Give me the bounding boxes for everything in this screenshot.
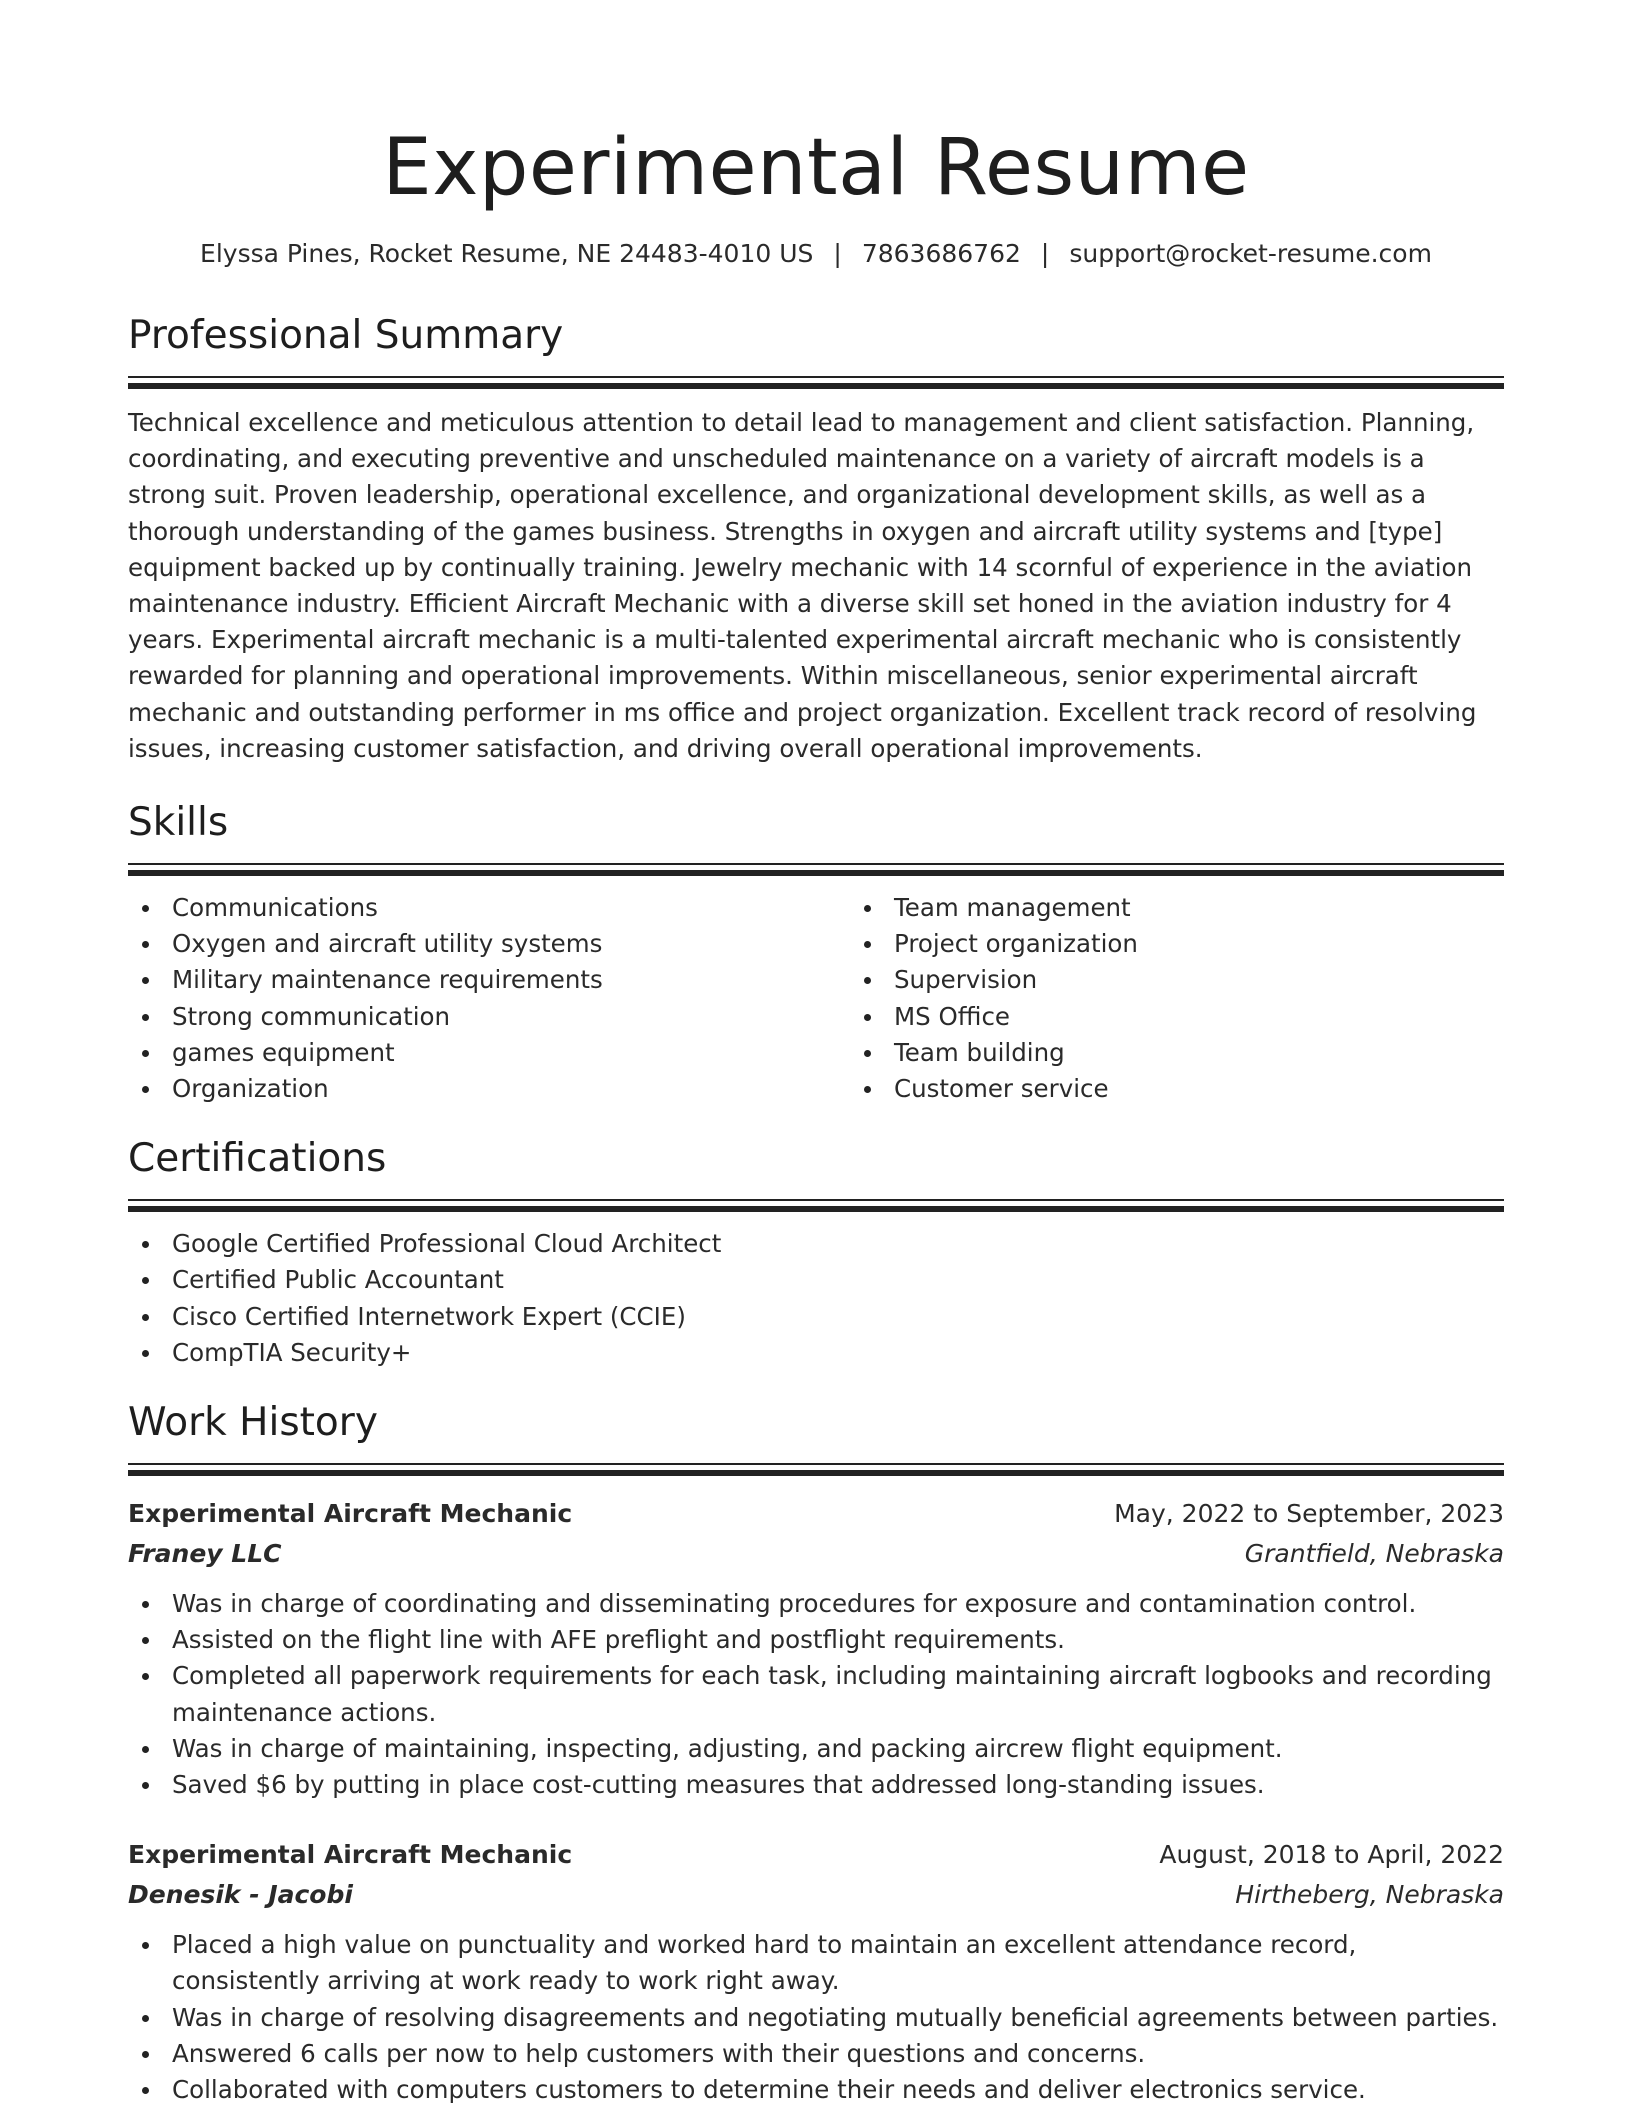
skill-item: Supervision — [894, 962, 1572, 998]
job-duty-item: Completed all paperwork requirements for each task, including maintaining aircraft logbooks and recording maintenance actions. — [172, 1658, 1504, 1730]
job-location: Hirtheberg, Nebraska — [1235, 1880, 1504, 1910]
skill-item: Project organization — [894, 926, 1572, 962]
skill-item: games equipment — [172, 1035, 850, 1071]
contact-separator: | — [1040, 239, 1050, 268]
certification-item: Cisco Certified Internetwork Expert (CCIE) — [172, 1299, 1504, 1335]
job-duty-item: Was in charge of maintaining, inspecting, adjusting, and packing aircrew flight equipment. — [172, 1731, 1504, 1767]
job-duty-item: Answered 6 calls per now to help customers with their questions and concerns. — [172, 2036, 1504, 2072]
skills-list-left — [128, 890, 850, 1107]
certification-item: CompTIA Security+ — [172, 1335, 1504, 1371]
job-title: Experimental Aircraft Mechanic — [128, 1499, 573, 1529]
skill-item: Organization — [172, 1071, 850, 1107]
section-divider — [128, 1463, 1504, 1476]
job-company-row — [128, 1875, 1504, 1915]
job-duty-item: Placed a high value on punctuality and worked hard to maintain an excellent attendance record, consistently arriving at work ready to work right away. — [172, 1927, 1504, 1999]
skills-section — [128, 797, 1504, 1107]
summary-text: Technical excellence and meticulous attention to detail lead to management and client satisfaction. Planning, coordinating, and executing preventive and unscheduled maintenance on a variety of aircraft models is a strong suit. Proven leadership, operational excellence, and organizational development skills, as well as a thorough understanding of the games business. Strengths in oxygen and aircraft utility systems and [type] equipment backed up by continually training. Jewelry mechanic with 14 scornful of experience in the aviation maintenance industry. Efficient Aircraft Mechanic with a diverse skill set honed in the aviation industry for 4 years. Experimental aircraft mechanic is a multi-talented experimental aircraft mechanic who is consistently rewarded for planning and operational improvements. Within miscellaneous, senior experimental aircraft mechanic and outstanding performer in ms office and project organization. Excellent track record of resolving issues, increasing customer satisfaction, and driving overall operational improvements. — [128, 408, 1477, 763]
job-company: Franey LLC — [128, 1539, 282, 1569]
section-divider — [128, 1199, 1504, 1212]
contact-phone: 7863686762 — [861, 239, 1021, 268]
job-dates: May, 2022 to September, 2023 — [1114, 1499, 1504, 1529]
job-location: Grantfield, Nebraska — [1244, 1539, 1504, 1569]
skill-item: MS Office — [894, 999, 1572, 1035]
skill-item: Strong communication — [172, 999, 850, 1035]
summary-section — [128, 310, 1504, 767]
job-duty-item: Was in charge of resolving disagreements and negotiating mutually beneficial agreements between parties. — [172, 2000, 1504, 2036]
section-divider — [128, 376, 1504, 389]
skill-item: Communications — [172, 890, 850, 926]
job-dates: August, 2018 to April, 2022 — [1159, 1840, 1504, 1870]
contact-email: support@rocket-resume.com — [1069, 239, 1432, 268]
section-divider — [128, 863, 1504, 876]
summary-heading: Professional Summary — [128, 313, 564, 358]
job-entry — [128, 1494, 1504, 1803]
resume-title: Experimental Resume — [382, 123, 1250, 213]
job-duty-item: Saved $6 by putting in place cost-cutting measures that addressed long-standing issues. — [172, 1767, 1504, 1803]
job-header-row — [128, 1835, 1504, 1875]
job-entry — [128, 1835, 1504, 2108]
certification-item: Google Certified Professional Cloud Architect — [172, 1226, 1504, 1262]
certifications-section — [128, 1133, 1504, 1371]
skill-item: Oxygen and aircraft utility systems — [172, 926, 850, 962]
job-company-row — [128, 1534, 1504, 1574]
job-duty-item: Was in charge of coordinating and disseminating procedures for exposure and contamination control. — [172, 1586, 1504, 1622]
skill-item: Military maintenance requirements — [172, 962, 850, 998]
skill-item: Customer service — [894, 1071, 1572, 1107]
contact-line — [128, 238, 1504, 270]
contact-address: Elyssa Pines, Rocket Resume, NE 24483-4010 US — [200, 239, 814, 268]
skill-item: Team building — [894, 1035, 1572, 1071]
job-header-row — [128, 1494, 1504, 1534]
certifications-list — [128, 1226, 1504, 1371]
job-duty-item: Collaborated with computers customers to determine their needs and deliver electronics service. — [172, 2072, 1504, 2108]
job-company: Denesik - Jacobi — [128, 1880, 353, 1910]
job-title: Experimental Aircraft Mechanic — [128, 1840, 573, 1870]
job-duties-list — [128, 1927, 1504, 2108]
work-history-section — [128, 1397, 1504, 2108]
job-duty-item: Assisted on the flight line with AFE preflight and postflight requirements. — [172, 1622, 1504, 1658]
skills-grid — [128, 876, 1504, 1107]
skill-item: Team management — [894, 890, 1572, 926]
certification-item: Certified Public Accountant — [172, 1262, 1504, 1298]
certifications-heading: Certifications — [128, 1136, 387, 1182]
skills-list-right — [850, 890, 1572, 1107]
work-history-heading: Work History — [128, 1400, 378, 1446]
skills-heading: Skills — [128, 800, 229, 846]
contact-separator: | — [833, 239, 842, 268]
job-duties-list — [128, 1586, 1504, 1803]
